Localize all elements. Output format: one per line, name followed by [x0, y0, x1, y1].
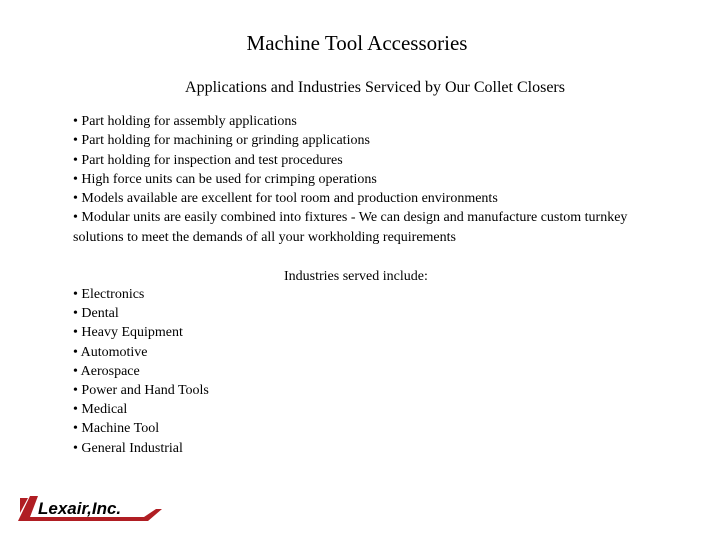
application-item: • Models available are excellent for tool room and production environments	[73, 191, 498, 207]
page-subtitle: Applications and Industries Serviced by Our Collet Closers	[185, 79, 565, 96]
page-title: Machine Tool Accessories	[246, 31, 468, 55]
industry-item: • Dental	[73, 306, 119, 322]
application-item: • Modular units are easily combined into fixtures - We can design and manufacture custom turnkey solutions to meet the demands of all your workholding requirements	[73, 210, 628, 245]
applications-list	[73, 112, 673, 247]
application-item: • High force units can be used for crimping operations	[73, 171, 377, 187]
lexair-logo	[16, 493, 164, 523]
industries-heading: Industries served include:	[284, 269, 428, 284]
industry-item: • Heavy Equipment	[73, 325, 183, 341]
industry-item: • Medical	[73, 402, 128, 418]
industry-item: • Machine Tool	[73, 421, 160, 437]
application-item: • Part holding for machining or grinding applications	[73, 133, 370, 149]
industries-list	[73, 285, 209, 458]
industry-item: • Power and Hand Tools	[73, 383, 209, 399]
logo-text: Lexair,Inc.	[38, 499, 122, 518]
industry-item: • Automotive	[73, 344, 148, 360]
industry-item: • Electronics	[73, 287, 145, 302]
application-item: • Part holding for inspection and test procedures	[73, 152, 343, 168]
application-item: • Part holding for assembly applications	[73, 114, 297, 129]
industry-item: • Aerospace	[73, 363, 140, 379]
industry-item: • General Industrial	[73, 440, 183, 456]
